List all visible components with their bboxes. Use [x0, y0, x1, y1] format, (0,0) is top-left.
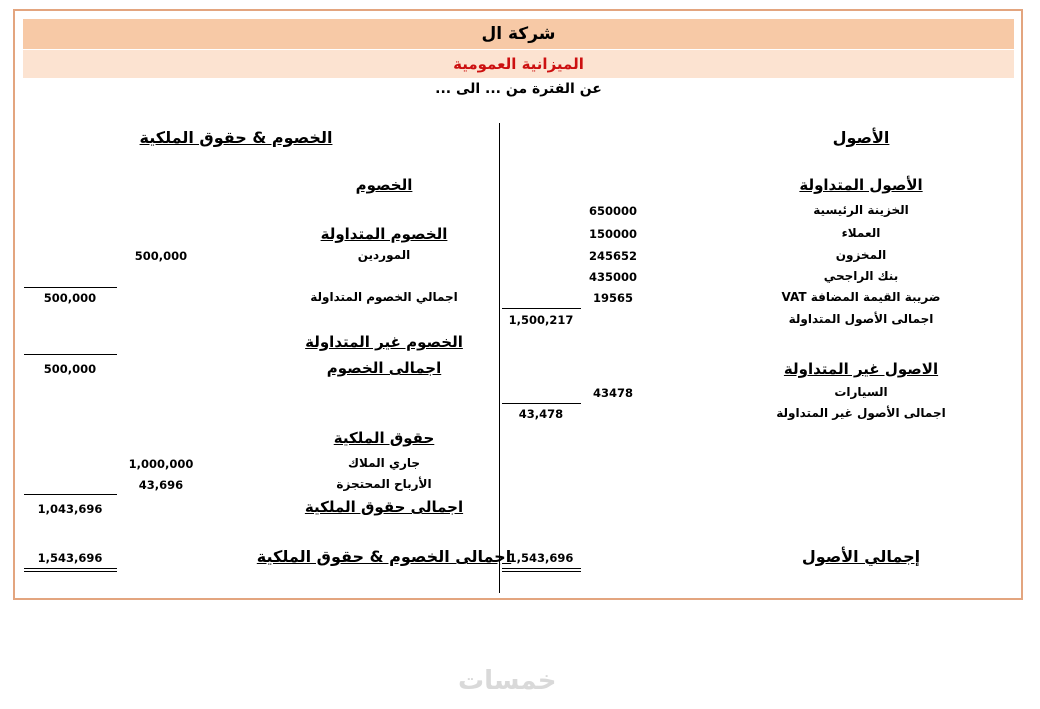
- equity-item-value: 43,696: [138, 478, 184, 492]
- subtotal-rule: [24, 354, 117, 355]
- statement-title: الميزانية العمومية: [23, 50, 1014, 78]
- equity-item-label: جاري الملاك: [347, 456, 421, 470]
- subtotal-rule: [502, 308, 581, 309]
- current-liabilities-total-value: 500,000: [43, 291, 97, 305]
- liabilities-equity-heading: الخصوم & حقوق الملكية: [139, 128, 333, 147]
- company-name: شركة ال: [23, 19, 1014, 49]
- assets-heading: الأصول: [832, 128, 890, 147]
- noncurrent-liabilities-heading: الخصوم غير المتداولة: [305, 333, 463, 351]
- asset-item-value: 650000: [588, 204, 638, 218]
- liabilities-heading: الخصوم: [355, 176, 413, 194]
- noncurrent-assets-total-value: 43,478: [518, 407, 564, 421]
- liability-item-label: الموردين: [357, 248, 411, 262]
- watermark-logo: خمسات: [458, 666, 557, 696]
- asset-item-value: 435000: [588, 270, 638, 284]
- liabilities-total-value: 500,000: [43, 362, 97, 376]
- current-liabilities-total-label: اجمالي الخصوم المتداولة: [310, 290, 458, 304]
- equity-total-label: اجمالى حقوق الملكية: [304, 498, 464, 516]
- center-divider: [499, 123, 500, 593]
- total-assets-value: 1,543,696: [508, 551, 574, 565]
- equity-heading: حقوق الملكية: [333, 429, 435, 447]
- total-double-rule: [502, 568, 581, 572]
- asset-item-label: بنك الراجحي: [823, 269, 899, 283]
- subtotal-rule: [502, 403, 581, 404]
- current-assets-total-value: 1,500,217: [508, 313, 574, 327]
- asset-item-label: ضريبة القيمة المضافة VAT: [781, 290, 941, 304]
- equity-item-label: الأرباح المحتجزة: [336, 477, 432, 491]
- total-double-rule: [24, 568, 117, 572]
- statement-frame: [13, 9, 1023, 600]
- noncurrent-assets-heading: الاصول غير المتداولة: [783, 360, 939, 378]
- liability-item-value: 500,000: [134, 249, 188, 263]
- current-liabilities-heading: الخصوم المتداولة: [320, 225, 448, 243]
- asset-item-label: العملاء: [841, 226, 881, 240]
- total-liabilities-equity-label: اجمالى الخصوم & حقوق الملكية: [256, 547, 512, 566]
- liabilities-total-label: اجمالى الخصوم: [326, 359, 442, 377]
- total-assets-label: إجمالي الأصول: [801, 547, 921, 566]
- asset-item-label: المخزون: [835, 248, 887, 262]
- subtotal-rule: [24, 494, 117, 495]
- asset-item-label: السيارات: [834, 385, 888, 399]
- noncurrent-assets-total-label: اجمالى الأصول غير المتداولة: [776, 406, 946, 420]
- equity-item-value: 1,000,000: [128, 457, 194, 471]
- asset-item-value: 19565: [592, 291, 634, 305]
- asset-item-value: 245652: [588, 249, 638, 263]
- asset-item-value: 43478: [592, 386, 634, 400]
- total-liabilities-equity-value: 1,543,696: [37, 551, 103, 565]
- asset-item-value: 150000: [588, 227, 638, 241]
- period-line: عن الفترة من ... الى ...: [435, 81, 602, 97]
- subtotal-rule: [24, 287, 117, 288]
- current-assets-total-label: اجمالى الأصول المتداولة: [788, 312, 934, 326]
- asset-item-label: الخزينة الرئيسية: [813, 203, 909, 217]
- current-assets-heading: الأصول المتداولة: [799, 176, 923, 194]
- equity-total-value: 1,043,696: [37, 502, 103, 516]
